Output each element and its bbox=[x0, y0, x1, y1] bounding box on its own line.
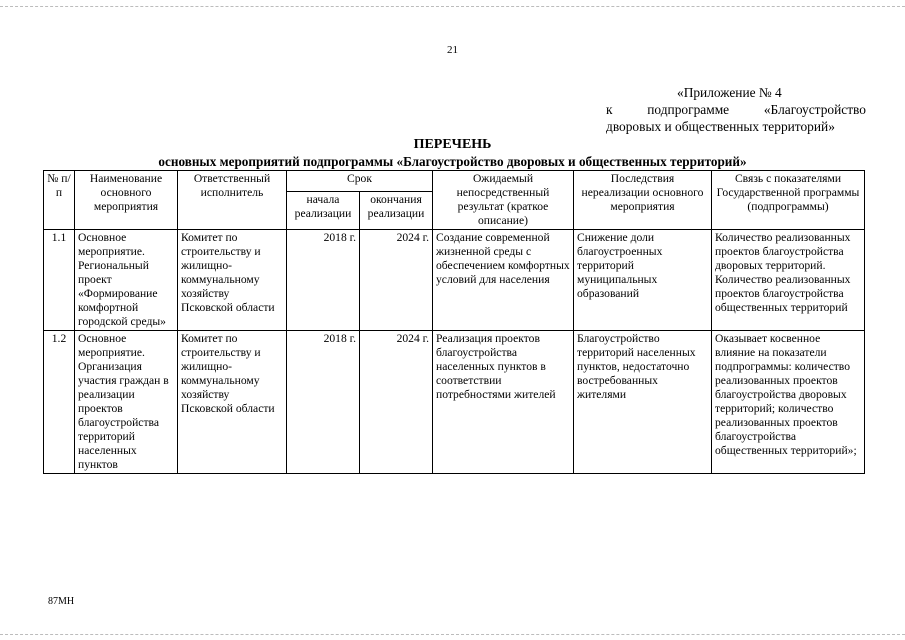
header-name: Наименование основного мероприятия bbox=[75, 171, 178, 230]
appendix-word: к bbox=[606, 102, 613, 117]
cell-start: 2018 г. bbox=[287, 331, 360, 474]
page-number: 21 bbox=[447, 44, 458, 56]
appendix-word: подпрограмме bbox=[647, 102, 730, 117]
header-term: Срок bbox=[287, 171, 433, 192]
appendix-line-2 bbox=[606, 101, 866, 118]
cell-consequences: Благоустройство территорий населенных пунктов, недостаточно востребованных жителями bbox=[574, 331, 712, 474]
header-start: начала реализации bbox=[287, 191, 360, 229]
document-title: ПЕРЕЧЕНЬ bbox=[413, 137, 492, 152]
document-subtitle: основных мероприятий подпрограммы «Благоустройство дворовых и общественных территорий» bbox=[158, 154, 747, 169]
cell-start: 2018 г. bbox=[287, 230, 360, 331]
cell-executor: Комитет по строительству и жилищно-коммунальному хозяйству Псковской области bbox=[178, 230, 287, 331]
cell-result: Реализация проектов благоустройства населенных пунктов в соответствии потребностями жителей bbox=[433, 331, 574, 474]
cell-link: Количество реализованных проектов благоустройства дворовых территорий. Количество реализованных проектов благоустройства общественных территорий bbox=[712, 230, 865, 331]
cell-end: 2024 г. bbox=[360, 331, 433, 474]
appendix-line-3: дворовых и общественных территорий» bbox=[606, 119, 835, 134]
cell-name: Основное мероприятие. Региональный проект «Формирование комфортной городской среды» bbox=[75, 230, 178, 331]
header-executor: Ответственный исполнитель bbox=[178, 171, 287, 230]
table-row bbox=[44, 230, 865, 331]
appendix-line-1: «Приложение № 4 bbox=[677, 85, 782, 100]
header-end: окончания реализации bbox=[360, 191, 433, 229]
cell-end: 2024 г. bbox=[360, 230, 433, 331]
cell-num: 1.1 bbox=[44, 230, 75, 331]
appendix-word: «Благоустройство bbox=[763, 102, 866, 117]
cell-link: Оказывает косвенное влияние на показатели подпрограммы: количество реализованных проектов благоустройства дворовых территорий; количество реализованных проектов благоустройства общественных территорий»; bbox=[712, 331, 865, 474]
scan-edge-top bbox=[0, 6, 905, 8]
footer-code: 87МН bbox=[48, 596, 75, 607]
cell-consequences: Снижение доли благоустроенных территорий муниципальных образований bbox=[574, 230, 712, 331]
cell-name: Основное мероприятие. Организация участия граждан в реализации проектов благоустройства территорий населенных пунктов bbox=[75, 331, 178, 474]
table-header-row bbox=[44, 171, 865, 192]
table-row bbox=[44, 331, 865, 474]
header-link: Связь с показателями Государственной программы (подпрограммы) bbox=[712, 171, 865, 230]
header-consequences: Последствия нереализации основного мероприятия bbox=[574, 171, 712, 230]
cell-result: Создание современной жизненной среды с обеспечением комфортных условий для населения bbox=[433, 230, 574, 331]
activities-table bbox=[43, 170, 865, 474]
header-num: № п/п bbox=[44, 171, 75, 230]
scan-edge-bottom bbox=[0, 634, 905, 636]
header-result: Ожидаемый непосредственный результат (краткое описание) bbox=[433, 171, 574, 230]
cell-num: 1.2 bbox=[44, 331, 75, 474]
appendix-reference bbox=[606, 84, 866, 135]
cell-executor: Комитет по строительству и жилищно-коммунальному хозяйству Псковской области bbox=[178, 331, 287, 474]
